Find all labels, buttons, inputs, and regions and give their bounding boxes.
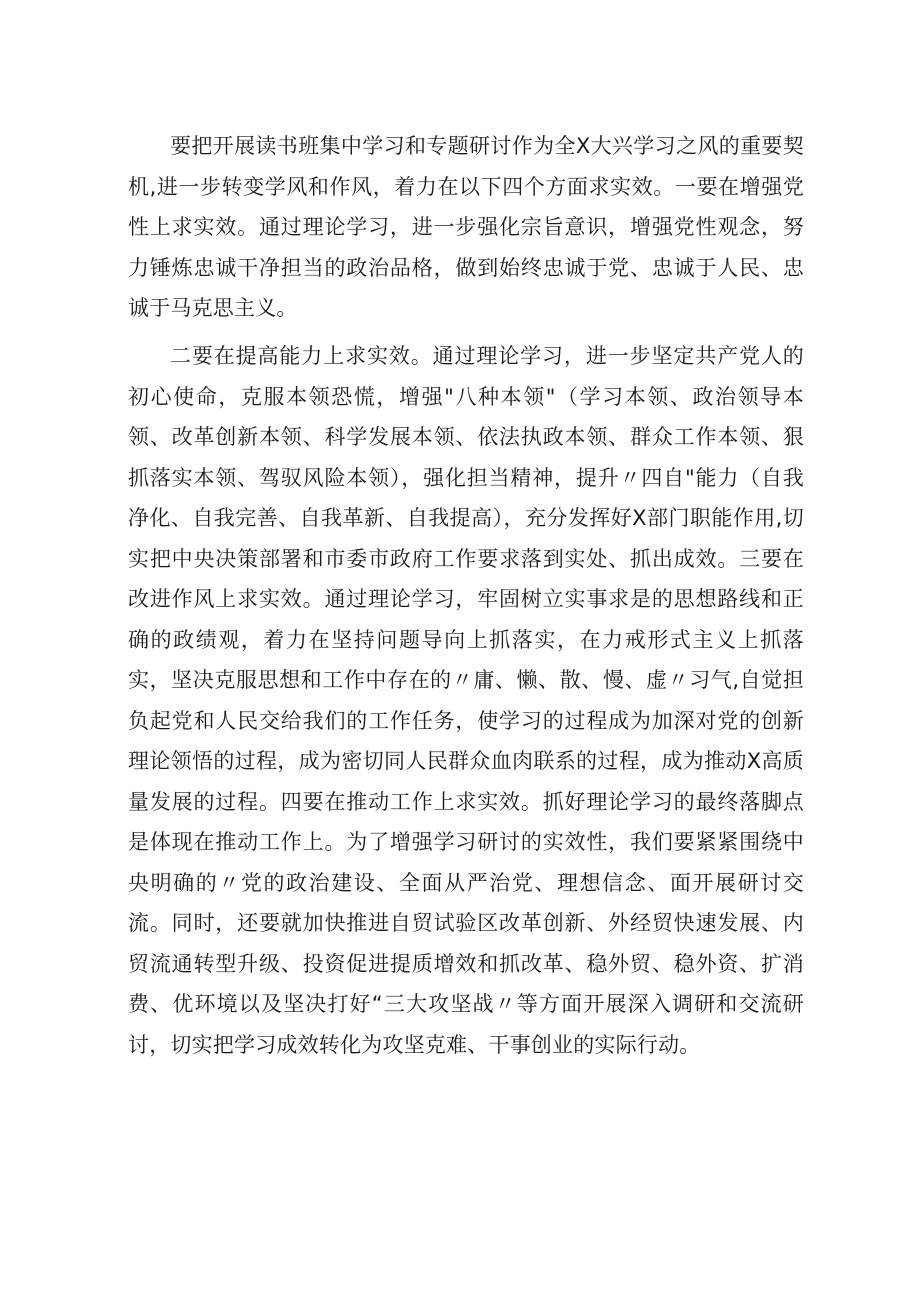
paragraph-1: 要把开展读书班集中学习和专题研讨作为全X大兴学习之风的重要契机,进一步转变学风和作风，着力在以下四个方面求实效。一要在增强党性上求实效。通过理论学习，进一步强化宗旨意识，增强党性观念，努力锤炼忠诚干净担当的政治品格，做到始终忠诚于党、忠诚于人民、忠诚于马克思主义。 (128, 134, 804, 320)
paragraph-2: 二要在提高能力上求实效。通过理论学习，进一步坚定共产党人的初心使命，克服本领恐慌，增强"八种本领"（学习本领、政治领导本领、改革创新本领、科学发展本领、依法执政本领、群众工作本领、狠抓落实本领、驾驭风险本领），强化担当精神，提升〃四自"能力（自我净化、自我完善、自我革新、自我提高），充分发挥好X部门职能作用,切实把中央决策部署和市委市政府工作要求落到实处、抓出成效。三要在改进作风上求实效。通过理论学习，牢固树立实事求是的思想路线和正确的政绩观，着力在坚持问题导向上抓落实，在力戒形式主义上抓落实，坚决克服思想和工作中存在的〃庸、懒、散、慢、虚〃习气,自觉担负起党和人民交给我们的工作任务，使学习的过程成为加深对党的创新理论领悟的过程，成为密切同人民群众血肉联系的过程，成为推动X高质量发展的过程。四要在推动工作上求实效。抓好理论学习的最终落脚点是体现在推动工作上。为了增强学习研讨的实效性，我们要紧紧围绕中央明确的〃党的政治建设、全面从严治党、理想信念、面开展研讨交流。同时，还要就加快推进自贸试验区改革创新、外经贸快速发展、内贸流通转型升级、投资促进提质增效和抓改革、稳外贸、稳外资、扩消费、优环境以及坚决打好“三大攻坚战〃等方面开展深入调研和交流研讨，切实把学习成效转化为攻坚克难、干事创业的实际行动。 (128, 344, 804, 1057)
